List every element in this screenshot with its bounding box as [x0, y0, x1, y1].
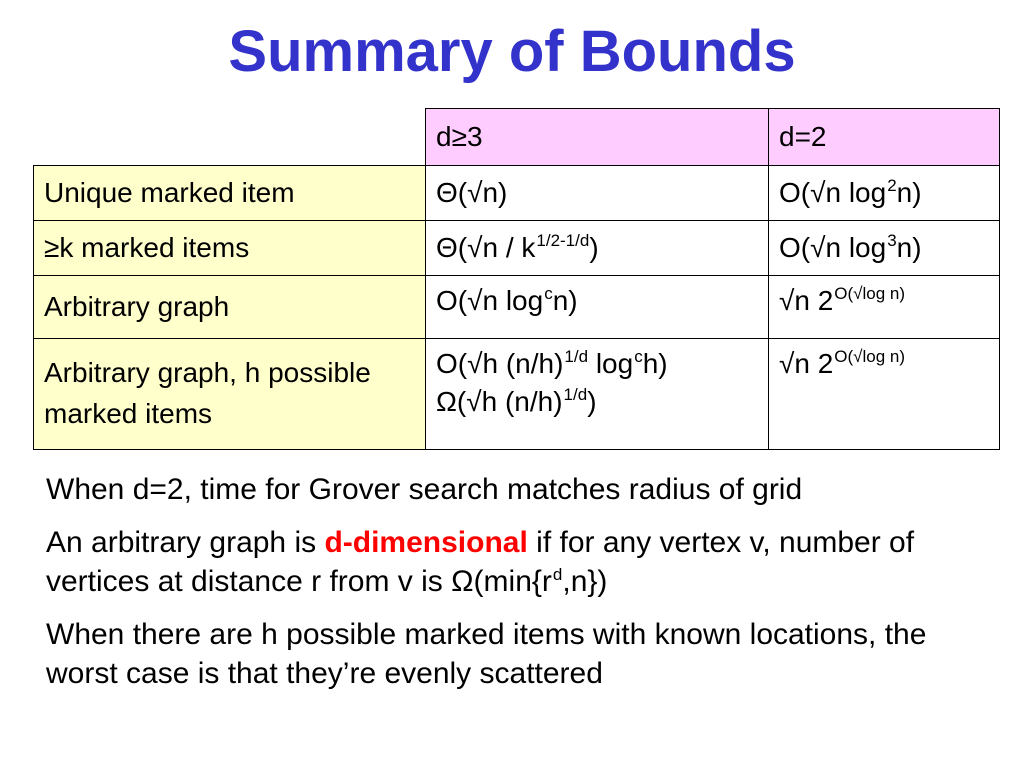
highlight-term: d-dimensional [324, 526, 528, 559]
slide-title: Summary of Bounds [228, 19, 796, 84]
row-header-arbitrary-graph: Arbitrary graph [34, 276, 426, 339]
lower-bound-line: Ω(√h $(n/h)^{1/d}$) [436, 384, 597, 417]
bound-cell: O(√n $\log^2n$) [769, 166, 1000, 221]
note-grover-radius: When d=2, time for Grover search matches radius of grid [46, 473, 803, 506]
column-header-d-ge-3: d≥3 [426, 109, 769, 166]
table-row [34, 276, 1000, 339]
row-header-unique-marked-item: Unique marked item [34, 166, 426, 221]
bound-cell: √n $2^{O(√log n)}$ [769, 339, 1000, 450]
note-d-dimensional: An arbitrary graph is d-dimensional if for any vertex v, number of vertices at distance r from v is $\Omega(\min\{r^d,n\})$ [46, 526, 915, 598]
row-header-arbitrary-graph-h-items: Arbitrary graph, h possible marked items [34, 339, 426, 450]
bound-cell: Θ(√n) [426, 166, 769, 221]
note-worst-case: When there are h possible marked items with known locations, the worst case is that they’re evenly scattered [46, 618, 927, 690]
bound-cell: O(√h $(n/h)^{1/d}$ $\log^ch$) Ω(√h $(n/h)^{1/d}$) [426, 339, 769, 450]
table-row [34, 339, 1000, 450]
notes [46, 470, 1006, 707]
column-header-d-eq-2: d=2 [769, 109, 1000, 166]
corner-cell [34, 109, 426, 166]
table-row [34, 166, 1000, 221]
bound-cell: $\Theta(√n / k^{1/2-1/d})$ [426, 221, 769, 276]
bounds-table [33, 108, 1000, 450]
bound-cell: O(√n $\log^cn$) [426, 276, 769, 339]
row-header-k-marked-items: ≥k marked items [34, 221, 426, 276]
bound-cell: √n $2^{O(√log n)}$ [769, 276, 1000, 339]
table-row [34, 221, 1000, 276]
bound-cell: O(√n $\log^3n$) [769, 221, 1000, 276]
table-header-row [34, 109, 1000, 166]
